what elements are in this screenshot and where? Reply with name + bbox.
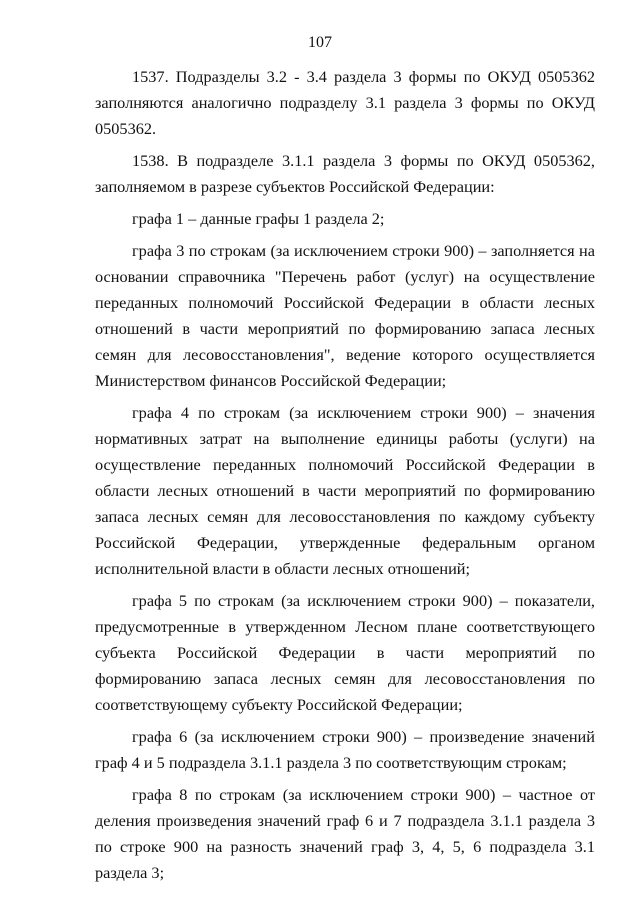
paragraph-column-5: графа 5 по строкам (за исключением строки 900) – показатели, предусмотренные в утвержденном Лесном плане соответствующего субъекта Российской Федерации в части мероприятий по формированию запаса лесных семян для лесовосстановления по соответствующему субъекту Российской Федерации; [95,591,595,714]
paragraph-column-4: графа 4 по строкам (за исключением строки 900) – значения нормативных затрат на выполнение единицы работы (услуги) на осуществление переданных полномочий Российской Федерации в области лесных отношений в части мероприятий по формированию запаса лесных семян для лесовосстановления по каждому субъекту Российской Федерации, утвержденные федеральным органом исполнительной власти в области лесных отношений; [95,403,595,578]
paragraph-column-8: графа 8 по строкам (за исключением строки 900) – частное от деления произведения значений граф 6 и 7 подраздела 3.1.1 раздела 3 по строке 900 на разность значений граф 3, 4, 5, 6 подраздела 3.1 раздела 3; [95,785,595,882]
paragraph-column-1: графа 1 – данные графы 1 раздела 2; [132,209,385,228]
page-number: 107 [308,34,332,51]
paragraph-1537: 1537. Подразделы 3.2 - 3.4 раздела 3 формы по ОКУД 0505362 заполняются аналогично подразделу 3.1 раздела 3 формы по ОКУД 0505362. [95,67,595,138]
paragraph-column-3: графа 3 по строкам (за исключением строки 900) – заполняется на основании справочника "Перечень работ (услуг) на осуществление переданных полномочий Российской Федерации в области лесных отношений в части мероприятий по формированию запаса лесных семян для лесовосстановления", ведение которого осуществляется Министерством финансов Российской Федерации; [95,241,595,390]
document-body [95,64,595,892]
paragraph-1538: 1538. В подразделе 3.1.1 раздела 3 формы по ОКУД 0505362, заполняемом в разрезе субъектов Российской Федерации: [95,151,595,196]
paragraph-column-6: графа 6 (за исключением строки 900) – произведение значений граф 4 и 5 подраздела 3.1.1 раздела 3 по соответствующим строкам; [95,727,595,772]
